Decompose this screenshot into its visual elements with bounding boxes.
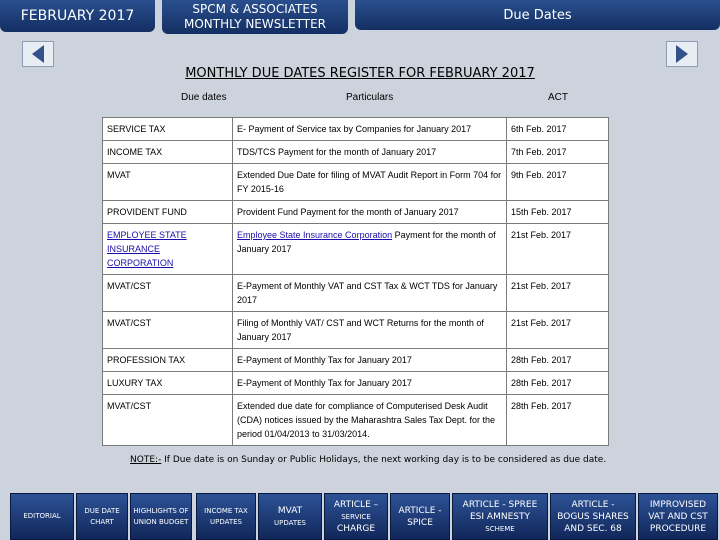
nav-label: DUE DATE CHART — [84, 506, 120, 526]
nav-label: HIGHLIGHTS OF UNION BUDGET — [133, 506, 189, 526]
nav-editorial[interactable] — [10, 493, 74, 540]
table-row — [103, 395, 609, 446]
nav-label: PROCEDURE — [649, 523, 707, 534]
note-label: NOTE:- — [130, 455, 162, 465]
cell-date: 6th Feb. 2017 — [507, 118, 609, 141]
cell-date: 9th Feb. 2017 — [507, 164, 609, 201]
cell-date: 7th Feb. 2017 — [507, 141, 609, 164]
esic-particulars-link[interactable]: Employee State Insurance Corporation — [237, 230, 393, 240]
table-row — [103, 141, 609, 164]
cell-head: LUXURY TAX — [103, 372, 233, 395]
cell-head: MVAT — [103, 164, 233, 201]
column-header-act: ACT — [548, 92, 568, 103]
nav-label: BOGUS SHARES — [557, 511, 629, 522]
note-text: If Due date is on Sunday or Public Holidays, the next working day is to be considered as due date. — [161, 455, 607, 465]
table-row — [103, 224, 609, 275]
cell-date: 28th Feb. 2017 — [507, 372, 609, 395]
cell-head — [103, 224, 233, 275]
cell-particulars: E-Payment of Monthly Tax for January 2017 — [233, 372, 507, 395]
column-header-particulars: Particulars — [346, 92, 394, 103]
cell-date: 28th Feb. 2017 — [507, 349, 609, 372]
nav-label: SPICE — [407, 517, 433, 528]
cell-particulars: Provident Fund Payment for the month of January 2017 — [233, 201, 507, 224]
cell-particulars: Extended due date for compliance of Computerised Desk Audit (CDA) notices issued by the Maharashtra Sales Tax Dept. for the period 01/04/2013 to 31/03/2014. — [233, 395, 507, 446]
nav-label: CHARGE — [336, 523, 376, 534]
table-row — [103, 372, 609, 395]
cell-particulars: E-Payment of Monthly Tax for January 2017 — [233, 349, 507, 372]
cell-head: PROVIDENT FUND — [103, 201, 233, 224]
cell-particulars: TDS/TCS Payment for the month of January 2017 — [233, 141, 507, 164]
nav-label: INCOME TAX UPDATES — [204, 506, 248, 526]
month-label: FEBRUARY 2017 — [20, 8, 135, 24]
esic-link[interactable]: EMPLOYEE STATE INSURANCE CORPORATION — [107, 230, 187, 268]
nav-label: MVAT — [277, 505, 303, 516]
table-row — [103, 349, 609, 372]
nav-article-service-charge[interactable] — [324, 493, 388, 540]
column-header-due-dates: Due dates — [181, 92, 227, 103]
cell-head: MVAT/CST — [103, 395, 233, 446]
nav-due-date-chart[interactable] — [76, 493, 128, 540]
nav-label: EDITORIAL — [23, 512, 61, 520]
nav-mvat-updates[interactable] — [258, 493, 322, 540]
cell-date: 21st Feb. 2017 — [507, 312, 609, 349]
nav-label: VAT AND CST — [648, 511, 708, 522]
nav-label: ARTICLE - SPREE — [462, 499, 538, 510]
cell-date: 21st Feb. 2017 — [507, 275, 609, 312]
esic-particulars-text: Payment for the month of January 2017 — [237, 230, 496, 254]
nav-label: ARTICLE - — [398, 505, 442, 516]
newsletter-month-tab — [0, 0, 155, 32]
nav-label: IMPROVISED — [649, 499, 707, 510]
newsletter-name: MONTHLY NEWSLETTER — [183, 17, 327, 31]
nav-label: SCHEME — [485, 524, 515, 533]
nav-article-improvised-vat[interactable] — [638, 493, 718, 540]
cell-particulars — [233, 224, 507, 275]
cell-particulars: E- Payment of Service tax by Companies for January 2017 — [233, 118, 507, 141]
cell-head: SERVICE TAX — [103, 118, 233, 141]
nav-label: ESI AMNESTY — [470, 511, 530, 522]
prev-page-button[interactable] — [22, 41, 54, 67]
nav-article-esi-amnesty[interactable] — [452, 493, 548, 540]
cell-date: 21st Feb. 2017 — [507, 224, 609, 275]
cell-particulars: Extended Due Date for filing of MVAT Audit Report in Form 704 for FY 2015-16 — [233, 164, 507, 201]
table-row — [103, 312, 609, 349]
cell-date: 28th Feb. 2017 — [507, 395, 609, 446]
nav-label: AND SEC. 68 — [564, 523, 622, 534]
due-dates-table — [102, 117, 609, 446]
cell-head: PROFESSION TAX — [103, 349, 233, 372]
nav-article-bogus-shares[interactable] — [550, 493, 636, 540]
newsletter-title-tab — [162, 0, 348, 34]
nav-budget-highlights[interactable] — [130, 493, 192, 540]
nav-label: SERVICE — [341, 512, 371, 521]
nav-label: ARTICLE - — [571, 499, 615, 510]
cell-particulars: Filing of Monthly VAT/ CST and WCT Returns for the month of January 2017 — [233, 312, 507, 349]
section-tab — [355, 0, 720, 30]
nav-article-spice[interactable] — [390, 493, 450, 540]
table-row — [103, 201, 609, 224]
cell-head: MVAT/CST — [103, 312, 233, 349]
nav-income-tax-updates[interactable] — [196, 493, 256, 540]
table-row — [103, 275, 609, 312]
cell-head: MVAT/CST — [103, 275, 233, 312]
due-date-note — [130, 455, 606, 465]
page-title: MONTHLY DUE DATES REGISTER FOR FEBRUARY 2017 — [185, 66, 535, 81]
cell-head: INCOME TAX — [103, 141, 233, 164]
cell-date: 15th Feb. 2017 — [507, 201, 609, 224]
nav-label: ARTICLE – — [333, 499, 379, 510]
table-row — [103, 164, 609, 201]
next-page-button[interactable] — [666, 41, 698, 67]
right-arrow-icon — [676, 45, 688, 63]
firm-name: SPCM & ASSOCIATES — [192, 2, 318, 16]
bottom-navigation — [0, 487, 720, 540]
table-row — [103, 118, 609, 141]
left-arrow-icon — [32, 45, 44, 63]
nav-label: UPDATES — [274, 518, 306, 527]
cell-particulars: E-Payment of Monthly VAT and CST Tax & WCT TDS for January 2017 — [233, 275, 507, 312]
section-title: Due Dates — [503, 7, 572, 23]
